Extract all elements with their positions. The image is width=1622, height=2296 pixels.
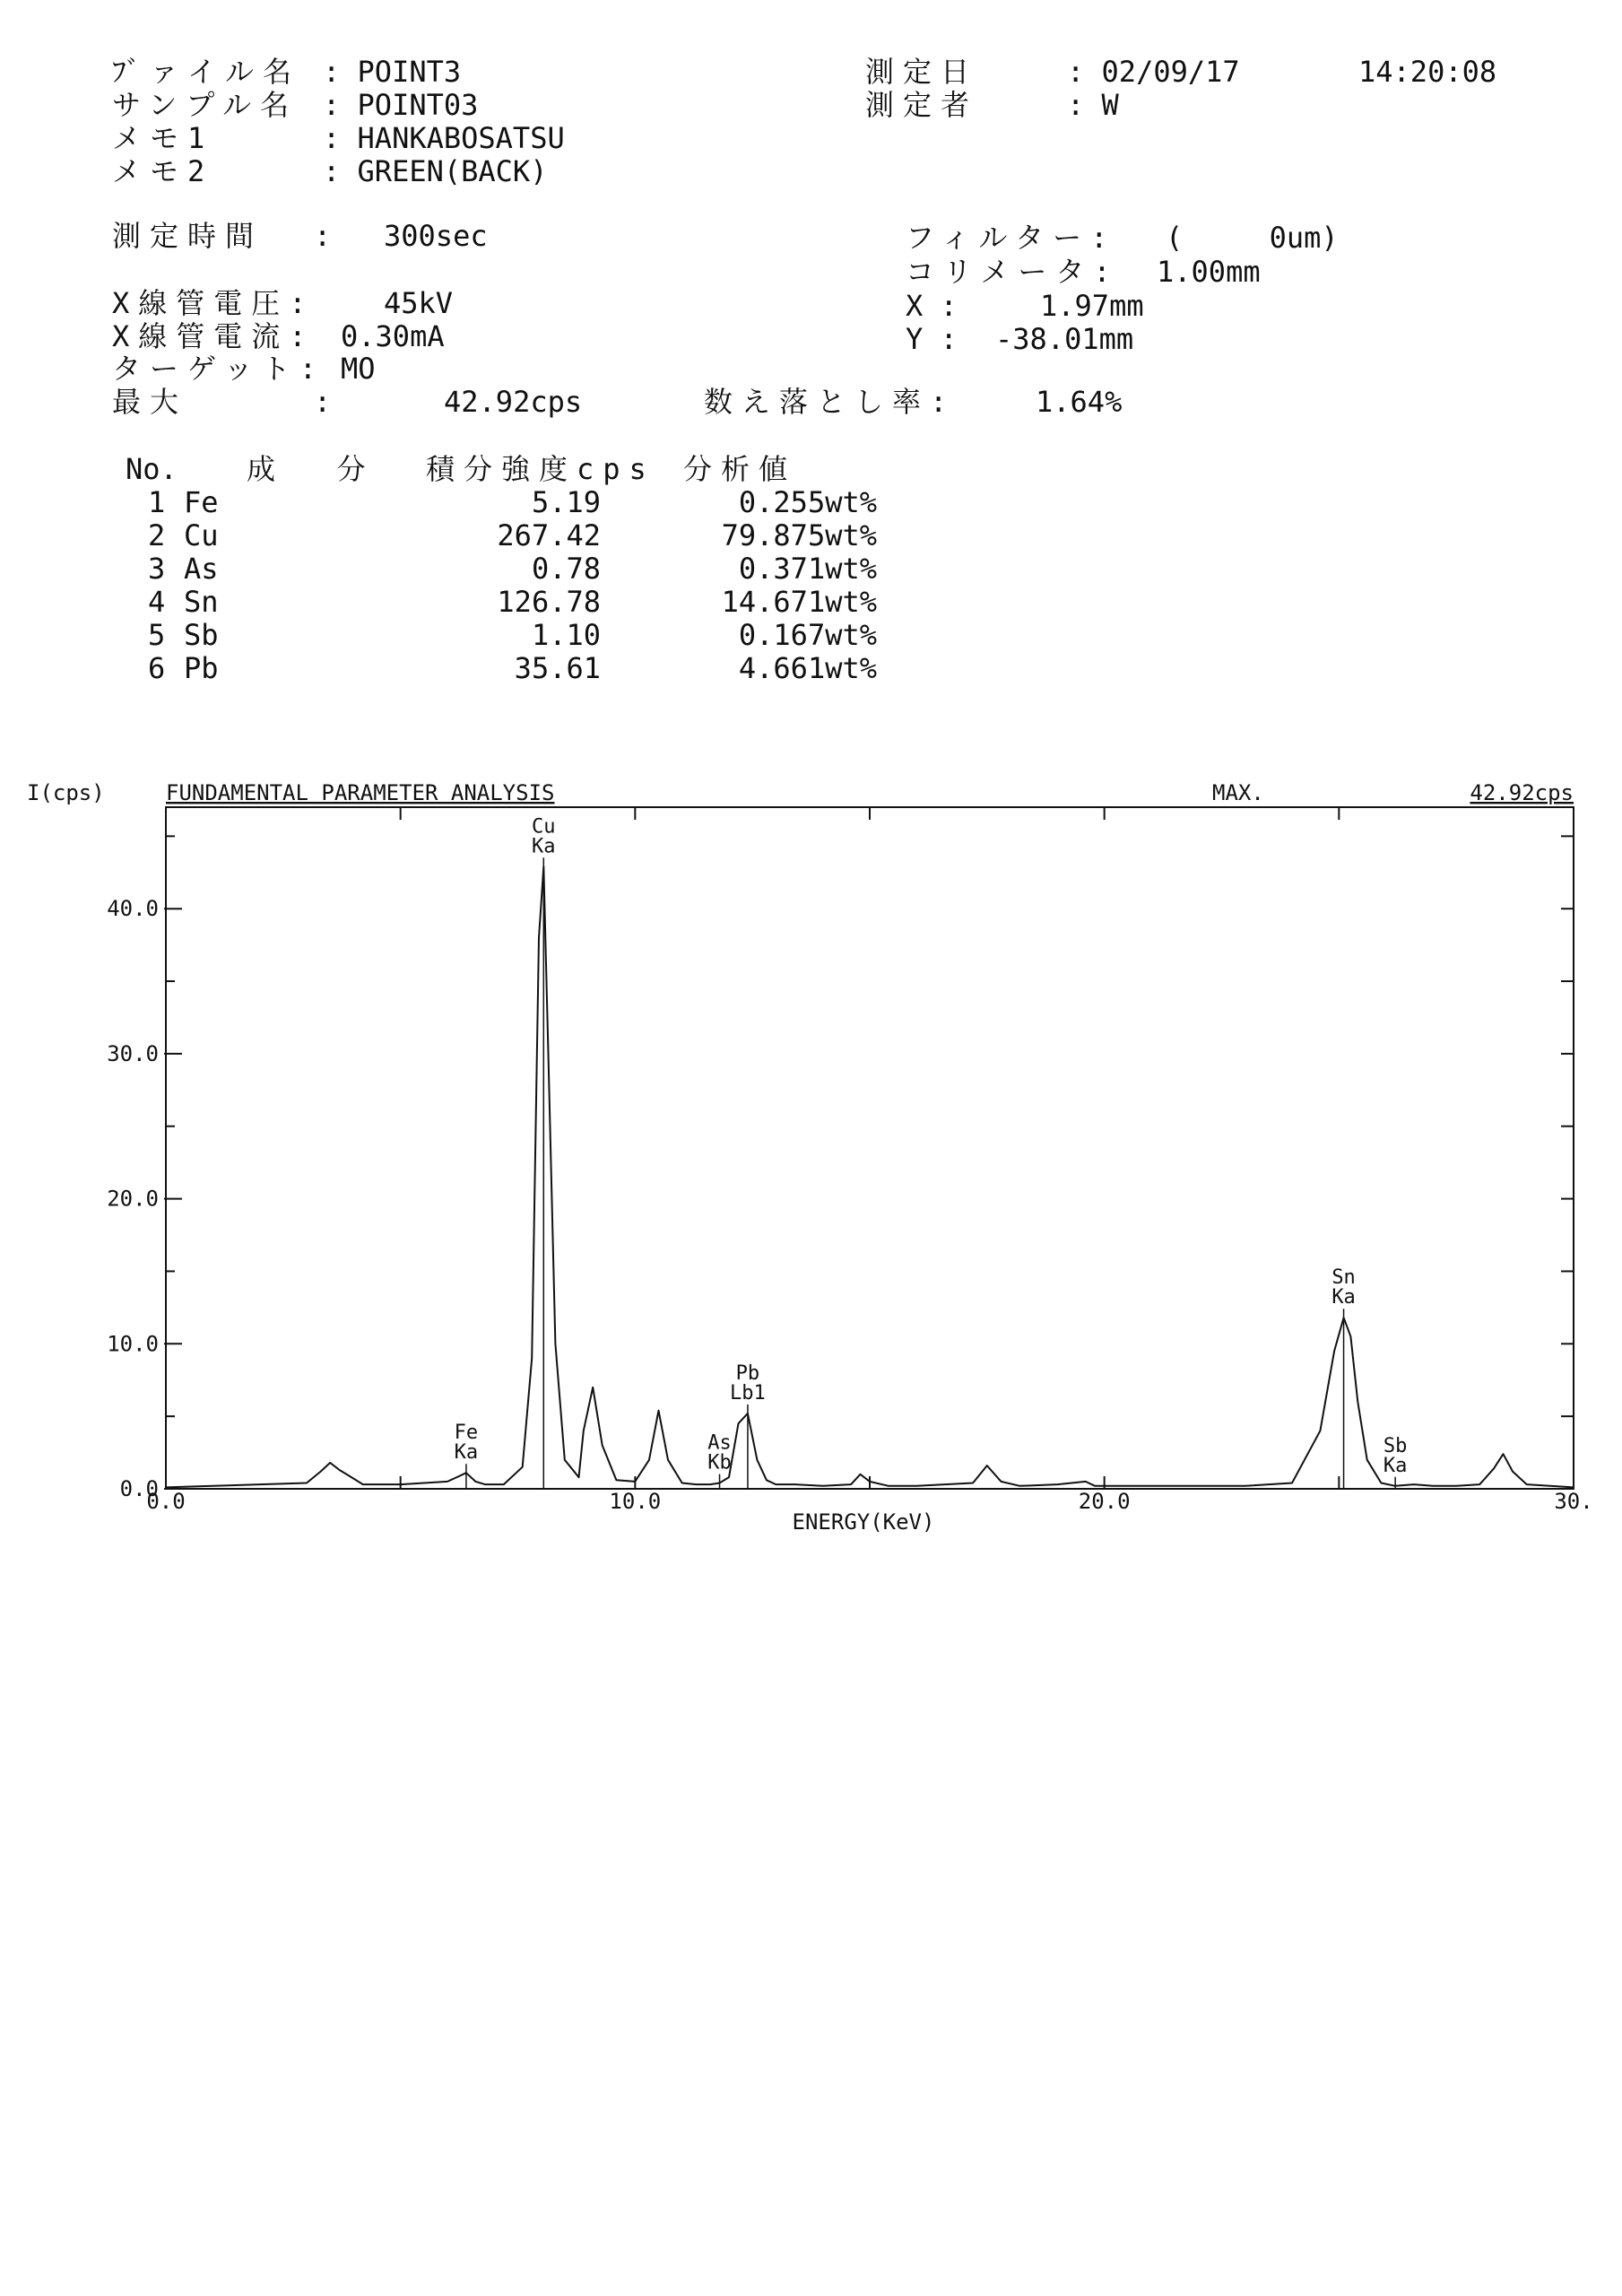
y-axis-label: I(cps) — [27, 780, 105, 805]
row-intensity: 0.78 — [531, 552, 601, 586]
measure-time-label: 測定時間 — [112, 219, 264, 253]
y-tick-label: 0.0 — [119, 1476, 159, 1501]
peak-label: Fe — [454, 1422, 479, 1445]
file-name-label: ﾌﾞァイル名 — [112, 55, 301, 89]
y-tick-label: 30.0 — [107, 1040, 159, 1066]
y-tick-label: 40.0 — [107, 896, 159, 922]
row-value: 0.167wt% — [738, 618, 877, 652]
max-value: 42.92cps — [444, 385, 583, 419]
deadtime-label: 数え落とし率: — [704, 385, 957, 419]
x-tick-label: 30. — [1554, 1489, 1593, 1514]
measure-date-value: : 02/09/17 — [1067, 55, 1240, 89]
peak-label: As — [707, 1431, 732, 1455]
collimator-value: 1.00mm — [1157, 255, 1261, 289]
row-intensity: 35.61 — [514, 651, 601, 685]
row-element: Sb — [184, 618, 219, 652]
max-sep: : — [314, 385, 332, 419]
operator-label: 測定者 — [865, 88, 979, 122]
row-value: 79.875wt% — [721, 518, 877, 552]
peak-label: Ka — [1331, 1286, 1356, 1309]
row-intensity: 267.42 — [497, 518, 601, 552]
peak-label: Sn — [1331, 1266, 1356, 1290]
x-tick-label: 0.0 — [146, 1489, 186, 1514]
max-marker-label: MAX. — [1212, 780, 1264, 805]
tube-current-label: X線管電流: — [112, 319, 316, 353]
x-tick-label: 20.0 — [1078, 1489, 1131, 1514]
target-label: ターゲット: — [112, 352, 325, 386]
sample-name-value: : POINT03 — [323, 88, 479, 122]
row-value: 0.255wt% — [738, 485, 877, 519]
row-intensity: 5.19 — [531, 485, 601, 519]
row-value: 14.671wt% — [721, 585, 877, 619]
measure-date-label: 測定日 — [865, 55, 979, 89]
peak-label: Lb1 — [730, 1381, 766, 1405]
file-name-value: : POINT3 — [323, 55, 462, 89]
chart-title: FUNDAMENTAL PARAMETER ANALYSIS — [166, 780, 555, 805]
row-element: Fe — [184, 485, 219, 519]
measure-time-value: 14:20:08 — [1358, 55, 1497, 89]
col-header-no: No. — [126, 452, 178, 486]
memo2-label: メモ2 — [112, 154, 214, 188]
row-no: 3 — [148, 552, 166, 586]
col-header-element: 成 分 — [247, 452, 375, 486]
tube-current-value: 0.30mA — [341, 319, 445, 353]
peak-label: Kb — [707, 1451, 732, 1474]
measure-time-duration: 300sec — [384, 219, 488, 253]
measure-time-sep: : — [314, 219, 332, 253]
row-value: 0.371wt% — [738, 552, 877, 586]
filter-label: フィルター: — [906, 221, 1117, 255]
row-element: As — [184, 552, 219, 586]
x-axis-label: ENERGY(KeV) — [792, 1509, 935, 1535]
memo1-value: : HANKABOSATSU — [323, 121, 565, 155]
row-element: Cu — [184, 518, 219, 552]
x-tick-label: 10.0 — [609, 1489, 662, 1514]
col-header-value: 分析値 — [683, 452, 797, 486]
x-position-label: X : — [906, 289, 958, 323]
x-position-value: 1.97mm — [1040, 289, 1144, 323]
row-element: Sn — [184, 585, 219, 619]
peak-label: Ka — [532, 835, 556, 858]
tube-voltage-label: X線管電圧: — [112, 286, 316, 320]
plot-frame — [166, 807, 1574, 1489]
peak-label: Ka — [1383, 1454, 1408, 1477]
memo1-label: メモ1 — [112, 121, 214, 155]
peak-label: Pb — [735, 1361, 760, 1385]
tube-voltage-value: 45kV — [384, 286, 454, 320]
deadtime-value: 1.64% — [1036, 385, 1123, 419]
y-position-value: -38.01mm — [995, 322, 1134, 356]
row-element: Pb — [184, 651, 219, 685]
row-value: 4.661wt% — [738, 651, 877, 685]
row-no: 6 — [148, 651, 166, 685]
y-tick-label: 20.0 — [107, 1186, 159, 1212]
peak-label: Cu — [532, 815, 556, 839]
row-no: 2 — [148, 518, 166, 552]
peak-label: Ka — [454, 1441, 479, 1465]
row-no: 4 — [148, 585, 166, 619]
row-intensity: 126.78 — [497, 585, 601, 619]
operator-value: : W — [1067, 88, 1119, 122]
sample-name-label: サンプル名 — [112, 88, 299, 122]
y-tick-label: 10.0 — [107, 1331, 159, 1357]
max-marker-value: 42.92cps — [1470, 780, 1574, 805]
peak-label: Sb — [1383, 1434, 1408, 1457]
max-label: 最大 — [112, 385, 188, 419]
collimator-label: コリメータ: — [906, 255, 1120, 289]
filter-value: ( 0um) — [1166, 221, 1339, 255]
memo2-value: : GREEN(BACK) — [323, 154, 548, 188]
spectrum-chart — [0, 762, 1622, 1552]
row-no: 5 — [148, 618, 166, 652]
target-value: MO — [341, 352, 376, 386]
row-intensity: 1.10 — [531, 618, 601, 652]
col-header-intensity: 積分強度cps — [426, 452, 655, 486]
row-no: 1 — [148, 485, 166, 519]
spectrum-line — [166, 866, 1574, 1487]
y-position-label: Y : — [906, 322, 958, 356]
